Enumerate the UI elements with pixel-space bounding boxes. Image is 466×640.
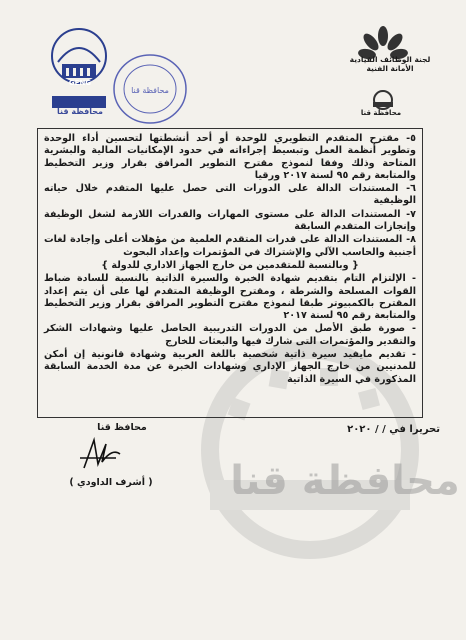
item-8: ٨- المستندات الدالة على قدرات المتقدم العلمية من مؤهلات أعلى وإجادة لغات أجنبية والحاسب الآلي والإشتراك في المؤتمرات وإعداد البحوث bbox=[44, 234, 416, 258]
svg-text:محافظة قنا: محافظة قنا bbox=[131, 86, 169, 95]
committee-name-line-1: لجنة الوظائف القيادية bbox=[349, 55, 431, 64]
left-logo-label: محافظة قنا bbox=[57, 107, 103, 116]
external-item-1: - الإلتزام التام بتقديم شهادة الخبرة والسيرة الذاتية بالنسبة للسادة ضباط القوات المسلحة والشرطة ، ومقترح الوظيفة المتقدم لها على أن يتم إعداد المقترح بالكمبيوتر طبقا لنموذج مقترح التطوير المرافق بقرار وزير التخطيط والمتابعة رقم ٩٥ لسنة ٢٠١٧ bbox=[44, 273, 416, 322]
external-item-3: - تقديم مايفيد سيرة ذاتية شخصية باللغة العربية وشهادة قانونية إن أمكن للمدنيين من خارج الجهاز الإداري وشهادات الخبرة عن مدة الخدمة السابقة المذكورة في السيرة الذاتية bbox=[44, 349, 416, 385]
item-5: ٥- مقترح المتقدم التطويري للوحدة أو أحد أنشطتها لتحسين أداء الوحدة وتطوير أنظمة العمل وتبسيط إجراءاته في حدود الإمكانيات المالية والبشرية المتاحة وذلك وفقا لنموذج مقترح التطوير المرافق بقرار وزير التخطيط والمتابعة رقم ٩٥ لسنة ٢٠١٧ ورقيا bbox=[44, 133, 416, 181]
committee-name bbox=[345, 55, 435, 73]
signatory-title: محافظ قنا bbox=[97, 422, 147, 433]
watermark-text: محافظة قنا bbox=[230, 458, 460, 504]
item-6: ٦- المستندات الدالة على الدورات التى حصل عليها المتقدم خلال حياته الوظيفية bbox=[44, 183, 416, 207]
official-stamp bbox=[110, 50, 190, 128]
committee-name-line-2: الأمانة الفنية bbox=[366, 64, 414, 73]
item-7: ٧- المستندات الدالة على مستوى المهارات والقدرات اللازمة لشغل الوظيفة وإنجازات المتقدم السابقة bbox=[44, 208, 416, 233]
external-item-2: - صورة طبق الأصل من الدورات التدريبية الحاصل عليها وشهادات الشكر والتقدير والمؤتمرات التى شارك فيها والبعثات للخارج bbox=[44, 323, 416, 347]
right-logo-label: محافظة قنا bbox=[360, 109, 402, 117]
geng-badge: GENG bbox=[68, 79, 92, 87]
signatory-name: ( أشرف الداودي ) bbox=[69, 477, 153, 488]
external-applicants-heading: { وبالنسبة للمتقدمين من خارج الجهاز الاداري للدولة } bbox=[101, 259, 359, 271]
signature bbox=[72, 434, 132, 474]
date-line: تحريرا في / / ٢٠٢٠ bbox=[347, 424, 440, 435]
requirements-box bbox=[37, 128, 423, 418]
